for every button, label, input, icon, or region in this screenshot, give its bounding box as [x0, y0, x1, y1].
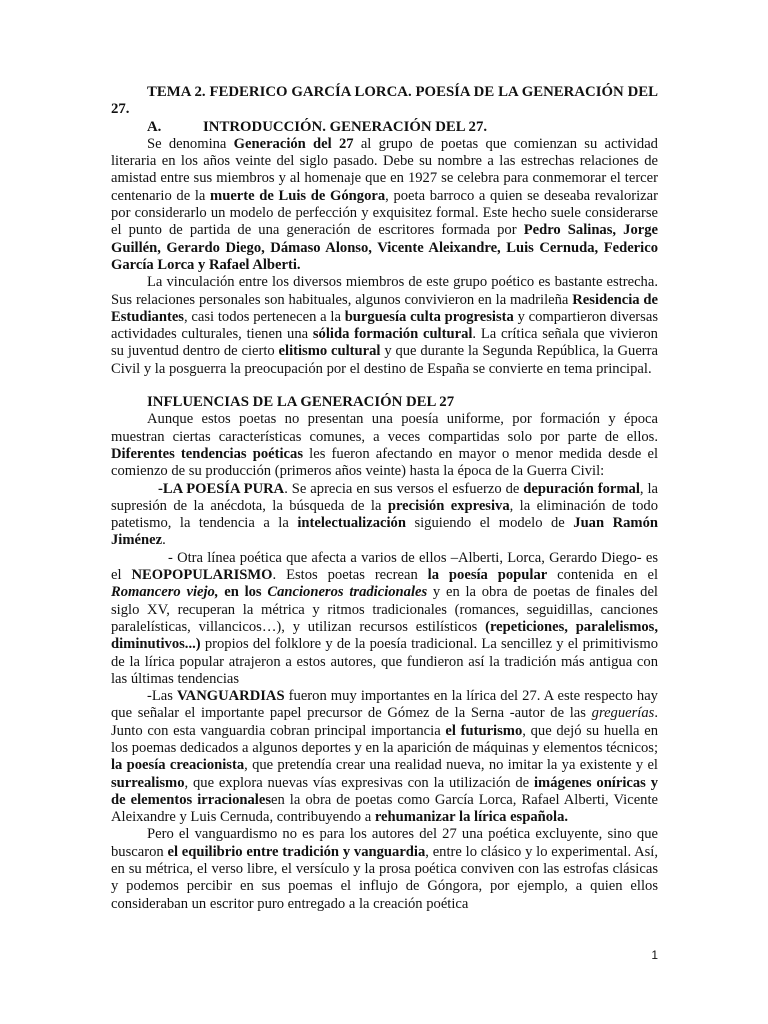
influencias-heading: INFLUENCIAS DE LA GENERACIÓN DEL 27 [147, 394, 455, 411]
text-run: - Otra línea poética que afecta a varios de ellos –Alberti, Lorca, Gerardo Diego- es el [111, 549, 658, 584]
bold-term: burguesía culta progresista [344, 308, 514, 325]
bold-term: Pedro Salinas, Jorge Guillén, Gerardo Diego, Dámaso Alonso, Vicente Aleixandre, Luis Cernuda, Federico García Lorca y Rafael Alberti. [111, 222, 658, 273]
document-title: TEMA 2. FEDERICO GARCÍA LORCA. POESÍA DE LA GENERACIÓN DEL 27. [111, 84, 658, 118]
text-run: y que durante la Segunda República, la Guerra Civil y la posguerra la preocupación por el destino de España se convierte en tema principal. [111, 343, 658, 377]
paragraph-vanguardias [111, 688, 658, 826]
text-run: . Junto con esta vanguardia cobran principal importancia [111, 705, 658, 739]
text-run: Pero el vanguardismo no es para los autores del 27 una poética excluyente, sino que buscaron [111, 826, 658, 860]
section-a-letter: A. [147, 118, 162, 135]
bold-term: la poesía popular [427, 567, 548, 584]
paragraph-vinculacion [111, 274, 658, 378]
text-run: , la supresión de la anécdota, la búsqueda de la [111, 480, 658, 514]
bold-term: la poesía creacionista [111, 757, 245, 774]
text-run: Se denomina [147, 135, 234, 152]
text-run: les fueron afectando en mayor o menor medida desde el comienzo de su producción (primeros años veinte) hasta la época de la Guerra Civil: [111, 445, 658, 480]
text-run: y en la obra de poetas de finales del siglo XV, recuperan la métrica y ritmos tradicionales (romances, seguidillas, canciones paralelísticas, villancicos…), y utilizan recursos estilísticos [111, 584, 658, 635]
text-run: contenida en el [547, 567, 659, 584]
text-run: propios del folklore y de la poesía tradicional. La sencillez y el primitivismo de la lírica popular atrajeron a estos autores, que fundieron así la tradición más antigua con las últimas tendencias [111, 636, 658, 687]
italic-term: greguerías [591, 705, 655, 722]
bold-term: NEOPOPULARISMO [131, 567, 273, 584]
section-a-heading [111, 119, 658, 136]
bold-term: (repeticiones, paralelismos, diminutivos...) [111, 618, 658, 653]
bold-term: en los [218, 584, 268, 601]
text-run: . [162, 532, 166, 549]
bold-term: -LA POESÍA PURA [158, 480, 285, 497]
text-run: La vinculación entre los diversos miembros de este grupo poético es bastante estrecha. Sus relaciones personales son habituales, algunos convivieron en la madrileña [111, 274, 658, 308]
bold-term: depuración formal [523, 480, 640, 497]
bold-term: Juan Ramón Jiménez [111, 515, 658, 549]
text-run: al grupo de poetas que comienzan su actividad literaria en los años veinte del siglo pasado. Debe su nombre a las estrechas relaciones de amistad entre sus miembros y al homenaje que en 1927 se celebra para conmemorar el tercer centenario de la [111, 135, 658, 204]
bold-term: VANGUARDIAS [177, 688, 285, 705]
bold-term: imágenes oníricas y de elementos irracionales [111, 774, 658, 808]
text-run: siguiendo el modelo de [405, 515, 574, 532]
text-run: fueron muy importantes en la lírica del 27. A este respecto hay que señalar el importante papel precursor de Gómez de la Serna -autor de las [111, 688, 658, 722]
section-a-title: INTRODUCCIÓN. GENERACIÓN DEL 27. [203, 118, 488, 135]
text-run: , que dejó su huella en los poemas dedicados a algunos deportes y en la aparición de máquinas y elementos técnicos; [111, 722, 658, 756]
text-run: , que explora nuevas vías expresivas con la utilización de [184, 774, 534, 791]
bold-term: intelectualización [297, 515, 406, 532]
text-run: , poeta barroco a quien se deseaba revalorizar por considerarlo un modelo de perfección y exquisitez formal. Este hecho suele considerarse el punto de partida de una generación de escritores formada por [111, 187, 658, 239]
text-run: y compartieron diversas actividades culturales, tienen una [111, 308, 659, 343]
text-run: , que pretendía crear una realidad nueva, no imitar la ya existente y el [244, 757, 658, 774]
text-run: , la eliminación de todo patetismo, la tendencia a la [111, 497, 658, 532]
bold-term: Residencia de Estudiantes [111, 291, 658, 325]
text-run: . Se aprecia en sus versos el esfuerzo de [284, 480, 524, 497]
paragraph-equilibrio [111, 826, 658, 912]
page-number: 1 [651, 948, 658, 962]
text-run: , casi todos pertenecen a la [184, 308, 345, 325]
bold-term: rehumanizar la lírica española. [374, 809, 569, 826]
paragraph-neopopularismo [111, 550, 658, 688]
bold-term: Generación del 27 [233, 135, 354, 152]
bold-term: Diferentes tendencias poéticas [111, 445, 304, 462]
bold-term: muerte de Luis de Góngora [210, 187, 386, 204]
bold-italic-title: Cancioneros tradicionales [267, 584, 428, 601]
bold-term: el equilibrio entre tradición y vanguardia [167, 843, 426, 860]
bold-term: el futurismo [445, 722, 523, 739]
paragraph-influencias-intro [111, 411, 658, 480]
text-run: , entre lo clásico y lo experimental. Así, en su métrica, el verso libre, el versículo y la prosa poética conviven con las estrofas clásicas y podemos percibir en sus poemas el influjo de Góngora, por ejemplo, a quien ellos consideraban un escritor puro entregado a la creación poética [111, 843, 659, 912]
bold-term: sólida formación cultural [312, 326, 473, 343]
bold-term: surrealismo [111, 774, 185, 791]
text-run: -Las [147, 688, 177, 705]
text-run: Aunque estos poetas no presentan una poesía uniforme, por formación y época muestran ciertas características comunes, a veces compartidas solo por parte de ellos. [111, 411, 658, 445]
paragraph-generacion-definicion [111, 136, 658, 274]
bold-term: elitismo cultural [278, 343, 381, 360]
paragraph-poesia-pura [111, 481, 658, 550]
bold-term: precisión expresiva [387, 497, 510, 514]
text-run: en la obra de poetas como García Lorca, Rafael Alberti, Vicente Aleixandre y Luis Cernuda, contribuyendo a [111, 791, 658, 826]
bold-italic-title: Romancero viejo, [111, 584, 219, 601]
text-run: . Estos poetas recrean [272, 567, 428, 584]
text-run: . La crítica señala que vivieron su juventud dentro de cierto [111, 326, 658, 360]
